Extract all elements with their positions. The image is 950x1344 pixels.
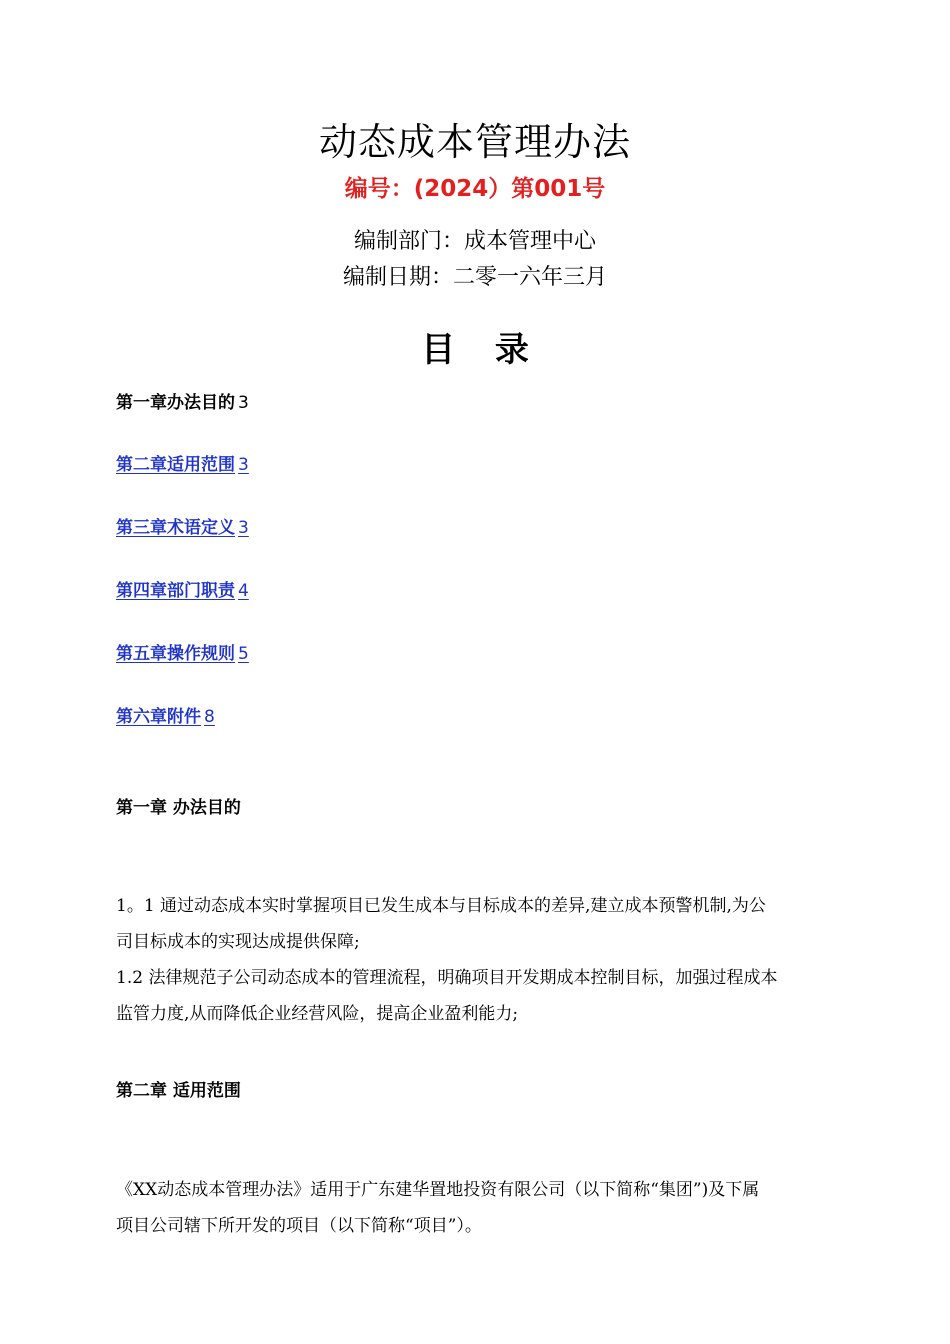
paragraph-line: 司目标成本的实现达成提供保障; xyxy=(116,932,360,952)
toc-item-label: 第三章术语定义 xyxy=(116,518,235,538)
chapter-2-paragraph-1 xyxy=(116,1172,866,1244)
toc-item-page: 3 xyxy=(238,455,249,475)
paragraph-line: 1。1 通过动态成本实时掌握项目已发生成本与目标成本的差异,建立成本预警机制,为公 xyxy=(116,896,766,916)
toc-item-label: 第四章部门职责 xyxy=(116,581,235,601)
toc-item-page: 3 xyxy=(238,393,249,413)
paragraph-line: 《XX动态成本管理办法》适用于广东建华置地投资有限公司（以下简称“集团”)及下属 xyxy=(116,1180,760,1200)
chapter-1-paragraph-1 xyxy=(116,888,866,1032)
toc-item-page: 8 xyxy=(204,707,215,727)
toc-item-page: 3 xyxy=(238,518,249,538)
chapter-2-heading: 第二章 适用范围 xyxy=(116,1081,241,1101)
toc-item-chapter-6[interactable] xyxy=(116,705,215,729)
toc-item-chapter-3[interactable] xyxy=(116,516,249,540)
document-number: 编号：(2024）第001号 xyxy=(344,176,606,202)
paragraph-line: 1.2 法律规范子公司动态成本的管理流程，明确项目开发期成本控制目标，加强过程成本 xyxy=(116,968,778,988)
toc-item-label: 第二章适用范围 xyxy=(116,455,235,475)
document-title: 动态成本管理办法 xyxy=(318,120,631,164)
toc-item-label: 第六章附件 xyxy=(116,707,201,727)
paragraph-line: 监管力度,从而降低企业经营风险，提高企业盈利能力; xyxy=(116,1004,519,1024)
toc-item-label: 第五章操作规则 xyxy=(116,644,235,664)
toc-item-chapter-1[interactable] xyxy=(116,391,249,415)
toc-item-page: 4 xyxy=(238,581,249,601)
toc-item-chapter-2[interactable] xyxy=(116,453,249,477)
toc-item-page: 5 xyxy=(238,644,249,664)
toc-item-label: 第一章办法目的 xyxy=(116,393,235,413)
toc-item-chapter-5[interactable] xyxy=(116,642,249,666)
editing-department: 编制部门：成本管理中心 xyxy=(353,229,596,254)
paragraph-line: 项目公司辖下所开发的项目（以下简称“项目”）。 xyxy=(116,1216,482,1236)
toc-title: 目 录 xyxy=(421,330,543,370)
chapter-1-heading: 第一章 办法目的 xyxy=(116,798,241,818)
editing-date: 编制日期：二零一六年三月 xyxy=(342,265,607,290)
toc-item-chapter-4[interactable] xyxy=(116,579,249,603)
